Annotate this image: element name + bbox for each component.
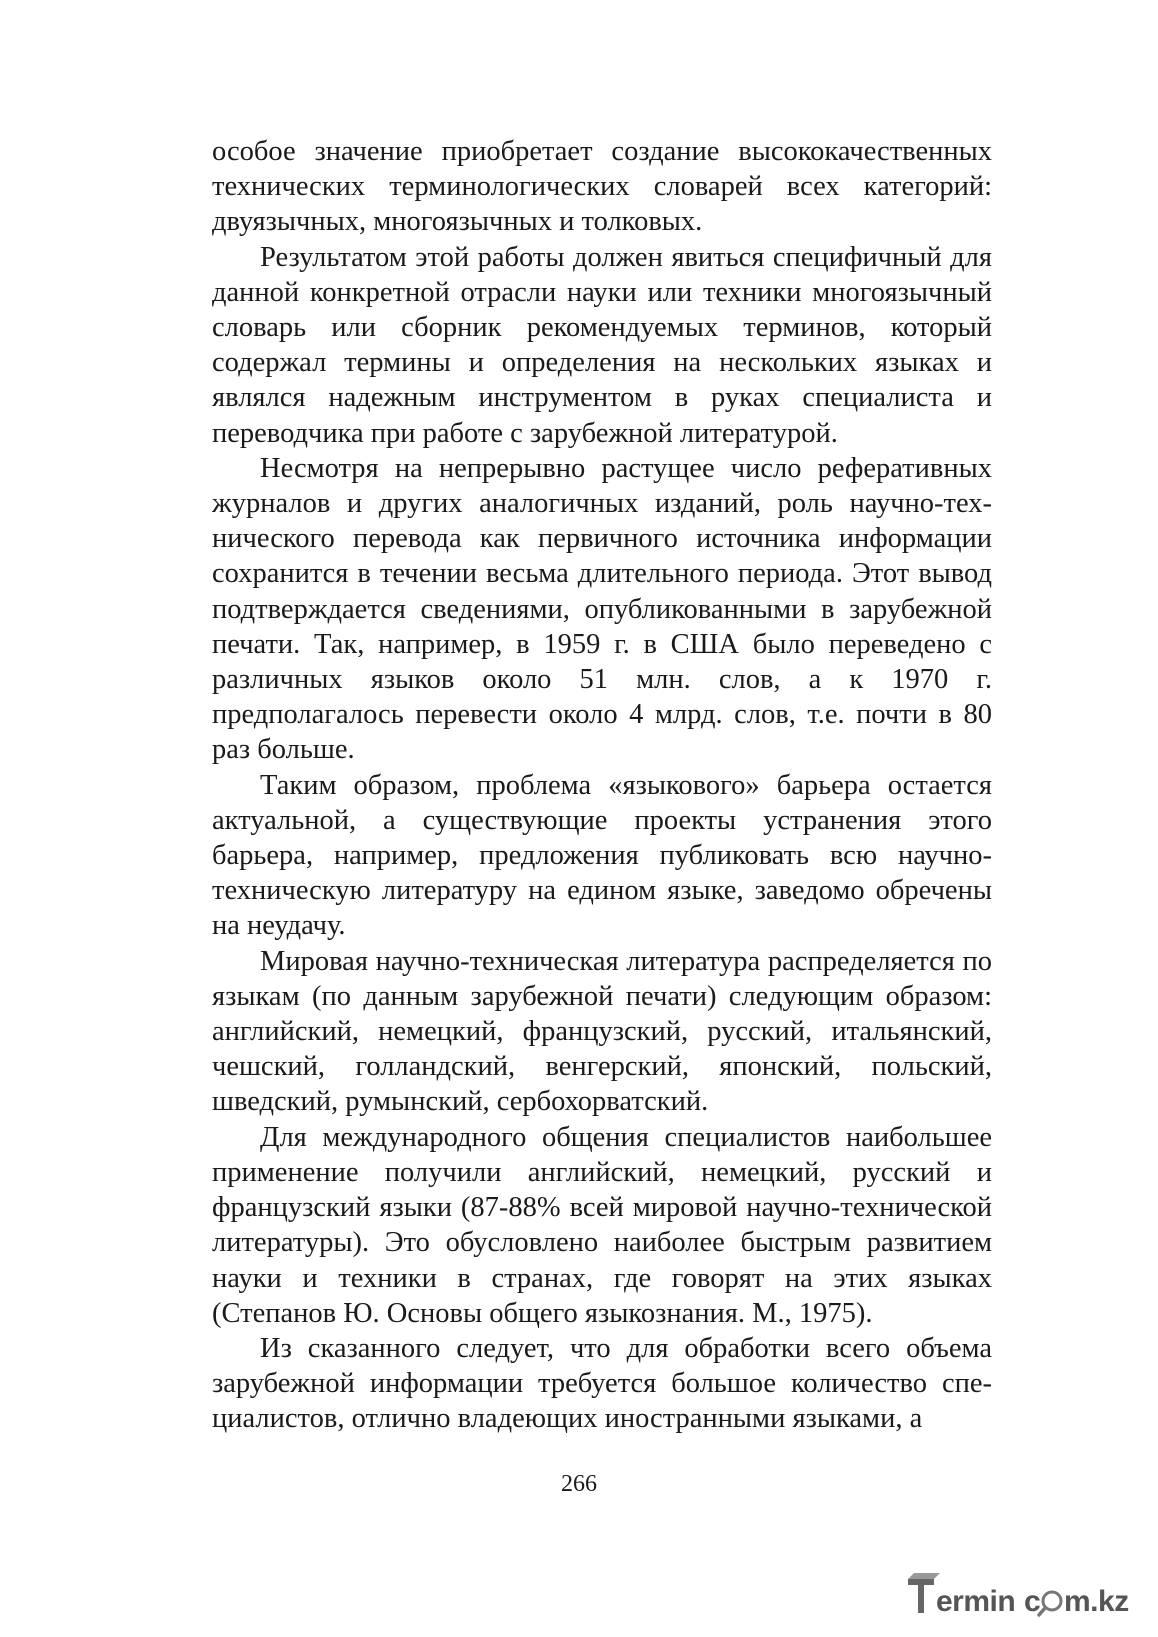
- svg-text:c: c: [1024, 1585, 1041, 1618]
- paragraph: Несмотря на непрерывно растущее число реферативных журналов и других аналогичных изданий, роль научно-технического перевода как первичного источника информации сохранится в течении весьма длительного периода. Этот вывод подтверждается сведениями, опубликованными в зарубежной печати. Так, например, в 1959 г. в США было переведено с различных языков около 51 млн. слов, а к 1970 г. предполагалось перевести около 4 млрд. слов, т.е. почти в 80 раз больше.: [212, 452, 992, 766]
- paragraph: Из сказанного следует, что для обработки всего объема зарубежной информации требуется большое количество специалистов, отлично владеющих иностранными языками, а: [212, 1332, 992, 1435]
- paragraph: Для международного общения специалистов наибольшее применение получили английский, немецкий, русский и французский языки (87-88% всей мировой научно-технической литературы). Это обусловлено наиболее быстрым развитием науки и техники в странах, где говорят на этих языках (Степанов Ю. Основы общего языкознания. М., 1975).: [212, 1121, 992, 1329]
- body-text: [212, 134, 992, 1437]
- paragraph: Результатом этой работы должен явиться специфичный для данной конкретной отрасли науки или техники многоязычный словарь или сборник рекомендуемых терминов, который содержал термины и определения на нескольких языках и являлся надежным инструментом в руках специалиста и переводчика при работе с зарубежной литературой.: [212, 241, 992, 449]
- svg-text:ermin: ermin: [936, 1585, 1016, 1618]
- paragraph-continuation: особое значение приобретает создание высококачественных технических терминологических словарей всех категорий: двуязычных, многоязычных и толковых.: [212, 136, 992, 238]
- magnifier-icon: [1039, 1592, 1061, 1615]
- watermark-logo: [906, 1571, 1136, 1619]
- page-number: 266: [561, 1471, 597, 1497]
- svg-text:m.kz: m.kz: [1064, 1585, 1129, 1618]
- paragraph: Таким образом, проблема «языкового» барьера остается актуальной, а существующие проекты устранения этого барьера, например, предложения публиковать всю научно-техническую литературу на едином языке, заведомо обречены на неудачу.: [212, 769, 992, 942]
- paragraph: Мировая научно-техническая литература распределяется по языкам (по данным зарубежной печати) следующим образом: английский, немецкий, французский, русский, итальянский, чешский, голландский, венгерский, японский, польский, шведский, румынский, сербохорватский.: [212, 945, 992, 1118]
- watermark-logo-graphic: [906, 1571, 1136, 1619]
